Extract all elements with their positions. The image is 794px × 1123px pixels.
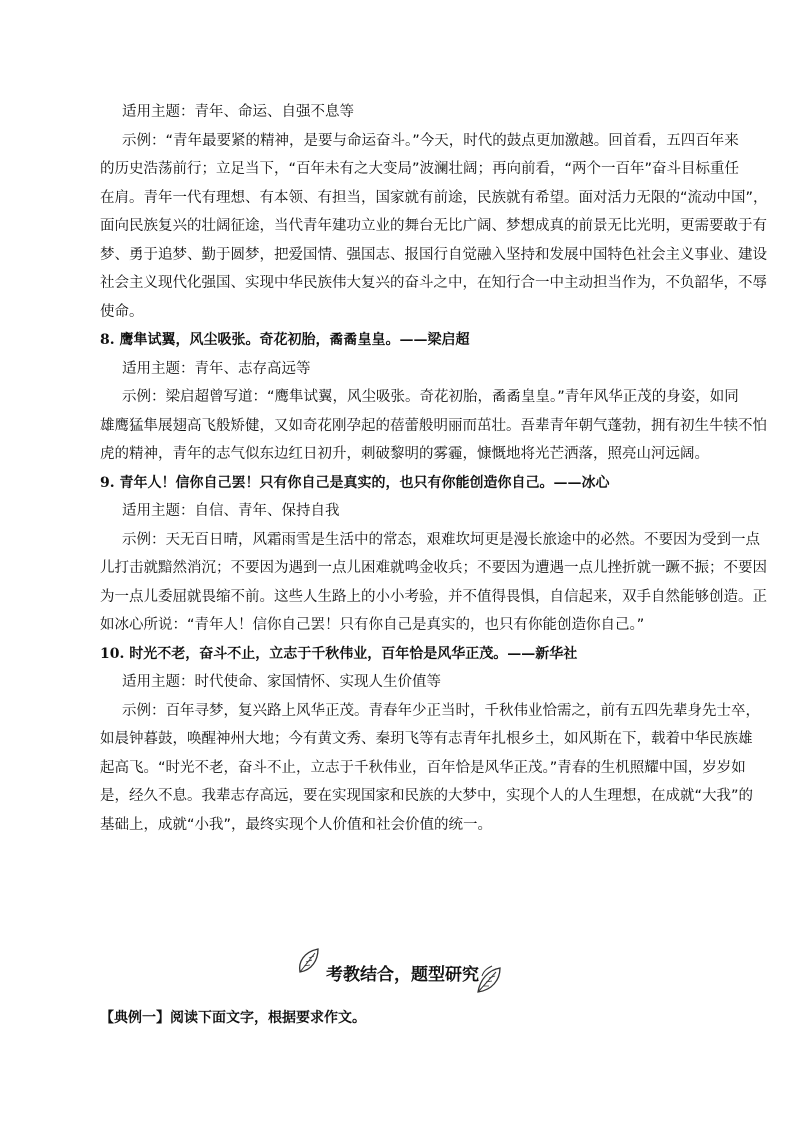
topic-line: 适用主题：青年、命运、自强不息等 [122, 104, 354, 120]
example-line: 使命。 [100, 303, 144, 320]
example-line: 的历史浩荡前行；立足当下，“百年未有之大变局”波澜壮阔；再向前看，“两个一百年”奋斗目标重任 [100, 161, 740, 177]
quote-block-7 [100, 98, 768, 326]
example-line: 虎的精神，青年的志气似东边红日初升，刺破黎明的雾霾，慷慨地将光芒洒落，照亮山河远阔。 [100, 446, 709, 462]
example-line: 示例：百年寻梦，复兴路上风华正茂。青春年少正当时，千秋伟业恰需之，前有五四先辈身先士卒， [122, 702, 760, 719]
example-line: 梦、勇于追梦、勤于圆梦，把爱国情、强国志、报国行自觉融入坚持和发展中国特色社会主义事业、建设 [100, 246, 767, 263]
topic-line: 适用主题：时代使命、家国情怀、实现人生价值等 [122, 674, 441, 690]
example-line: 基础上，成就“小我”，最终实现个人价值和社会价值的统一。 [100, 816, 493, 833]
quote-heading: 10. 时光不老，奋斗不止，立志于千秋伟业，百年恰是风华正茂。——新华社 [100, 645, 578, 662]
example-line: 面向民族复兴的壮阔征途，当代青年建功立业的舞台无比广阔、梦想成真的前景无比光明，更需要敢于有 [100, 218, 767, 234]
example-line: 如晨钟暮鼓，唤醒神州大地；今有黄文秀、秦玥飞等有志青年扎根乡土，如风斯在下，载着中华民族雄 [100, 731, 753, 747]
quote-block-10 [100, 640, 760, 840]
example-line: 如冰心所说：“青年人！信你自己罢！只有你自己是真实的，也只有你能创造你自己。” [100, 617, 645, 633]
topic-line: 适用主题：自信、青年、保持自我 [122, 503, 340, 519]
example-line: 儿打击就黯然消沉；不要因为遇到一点儿困难就鸣金收兵；不要因为遭遇一点儿挫折就一蹶不振；不要因 [100, 560, 767, 576]
section-title-text: 考教结合，题型研究 [326, 965, 479, 985]
leaf-left-icon [296, 946, 324, 976]
example-line: 起高飞。“时光不老，奋斗不止，立志于千秋伟业，百年恰是风华正茂。”青春的生机照耀中国，岁岁如 [100, 759, 746, 776]
example-heading: 【典例一】阅读下面文字，根据要求作文。 [100, 1010, 366, 1026]
example-line: 在肩。青年一代有理想、有本领、有担当，国家就有前途，民族就有希望。面对活力无限的“流动中国”， [100, 189, 768, 206]
quote-heading: 9. 青年人！信你自己罢！只有你自己是真实的，也只有你能创造你自己。——冰心 [100, 474, 610, 491]
example-line: 社会主义现代化强国、实现中华民族伟大复兴的奋斗之中，在知行合一中主动担当作为，不负韶华，不辱 [100, 275, 767, 291]
example-line: 雄鹰猛隼展翅高飞般矫健，又如奇花刚孕起的蓓蕾般明丽而茁壮。吾辈青年朝气蓬勃，拥有初生牛犊不怕 [100, 417, 767, 434]
topic-line: 适用主题：青年、志存高远等 [122, 360, 311, 377]
example-line: 示例：“青年最要紧的精神，是要与命运奋斗。”今天，时代的鼓点更加激越。回首看，五四百年来 [122, 132, 739, 149]
quote-heading: 8. 鹰隼试翼，风尘吸张。奇花初胎，矞矞皇皇。——梁启超 [100, 332, 470, 348]
quote-block-8 [100, 326, 767, 469]
example-line: 示例：梁启超曾写道：“鹰隼试翼，风尘吸张。奇花初胎，矞矞皇皇。”青年风华正茂的身姿，如同 [122, 389, 739, 405]
leaf-right-icon [474, 962, 504, 996]
example-line: 是，经久不息。我辈志存高远，要在实现国家和民族的大梦中，实现个人的人生理想，在成就“大我”的 [100, 788, 754, 804]
example-line: 为一点儿委屈就畏缩不前。这些人生路上的小小考验，并不值得畏惧，自信起来，双手自然能够创造。正 [100, 588, 767, 605]
quote-block-9 [100, 469, 767, 640]
example-line: 示例：天无百日晴，风霜雨雪是生活中的常态，艰难坎坷更是漫长旅途中的必然。不要因为受到一点 [122, 531, 760, 548]
section-title [296, 944, 516, 1000]
document-body [100, 98, 768, 839]
